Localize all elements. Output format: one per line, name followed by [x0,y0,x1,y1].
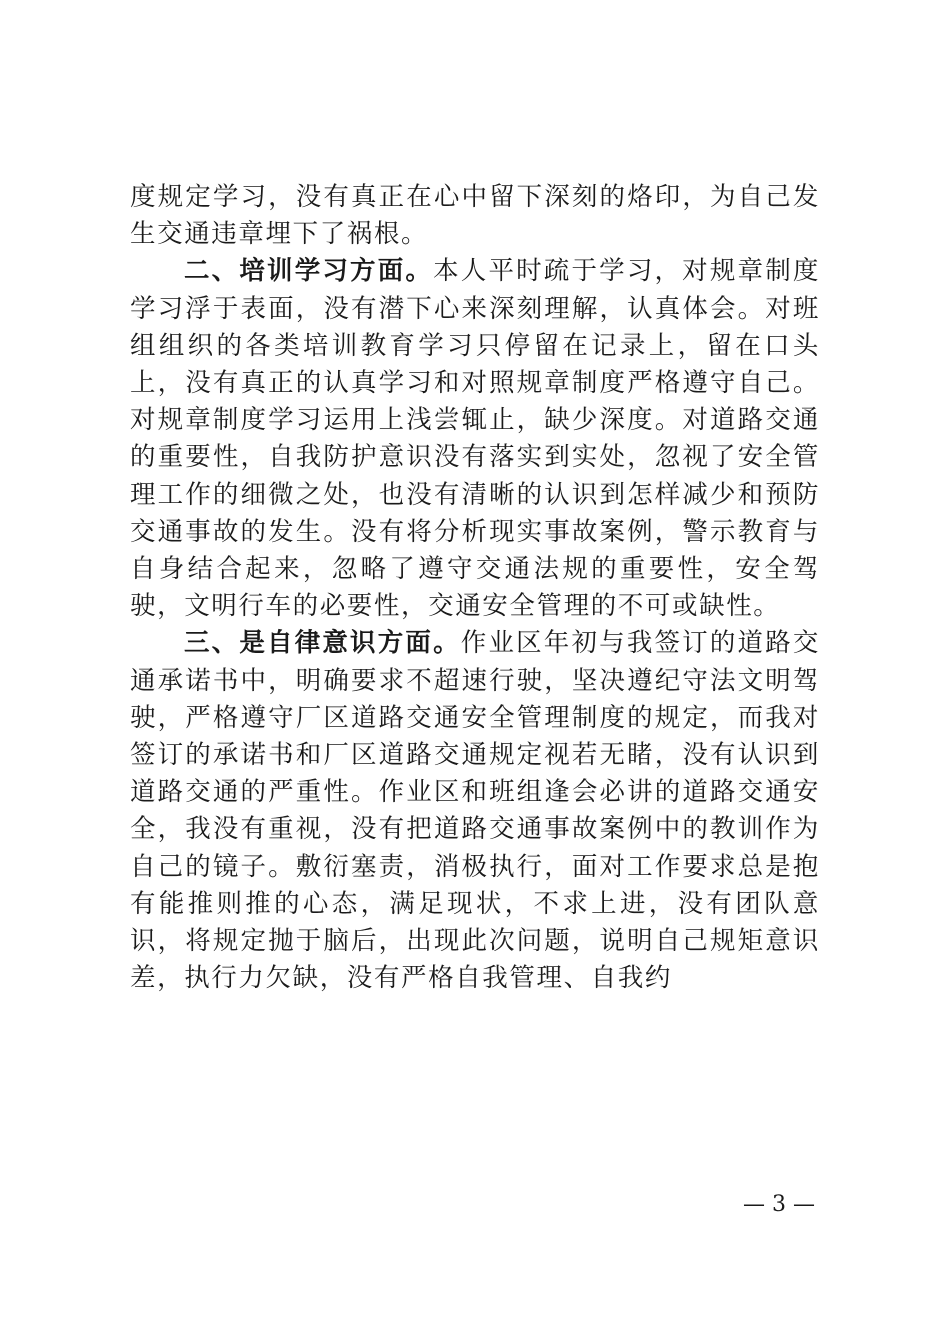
paragraph-text: 度规定学习，没有真正在心中留下深刻的烙印，为自己发生交通违章埋下了祸根。 [130,182,820,250]
paragraph-text: 作业区年初与我签订的道路交通承诺书中，明确要求不超速行驶，坚决遵纪守法文明驾驶，严格遵守厂区道路交通安全管理制度的规定，而我对签订的承诺书和厂区道路交通规定视若无睹，没有认识到道路交通的严重性。作业区和班组逢会必讲的道路交通安全，我没有重视，没有把道路交通事故案例中的教训作为自己的镜子。敷衍塞责，消极执行，面对工作要求总是抱有能推则推的心态，满足现状，不求上进，没有团队意识，将规定抛于脑后，出现此次问题，说明自己规矩意识差，执行力欠缺，没有严格自我管理、自我约 [130,628,820,994]
paragraph-heading: 三、是自律意识方面。 [184,628,461,659]
paragraph-training-study [130,253,820,625]
document-body [130,179,820,997]
paragraph-continuation [130,179,820,253]
paragraph-heading: 二、培训学习方面。 [184,256,434,287]
paragraph-self-discipline [130,625,820,997]
page-number: — 3 — [743,1192,815,1217]
paragraph-text: 本人平时疏于学习，对规章制度学习浮于表面，没有潜下心来深刻理解，认真体会。对班组组织的各类培训教育学习只停留在记录上，留在口头上，没有真正的认真学习和对照规章制度严格遵守自己。对规章制度学习运用上浅尝辄止，缺少深度。对道路交通的重要性，自我防护意识没有落实到实处，忽视了安全管理工作的细微之处，也没有清晰的认识到怎样减少和预防交通事故的发生。没有将分析现实事故案例，警示教育与自身结合起来，忽略了遵守交通法规的重要性，安全驾驶，文明行车的必要性，交通安全管理的不可或缺性。 [130,256,820,622]
